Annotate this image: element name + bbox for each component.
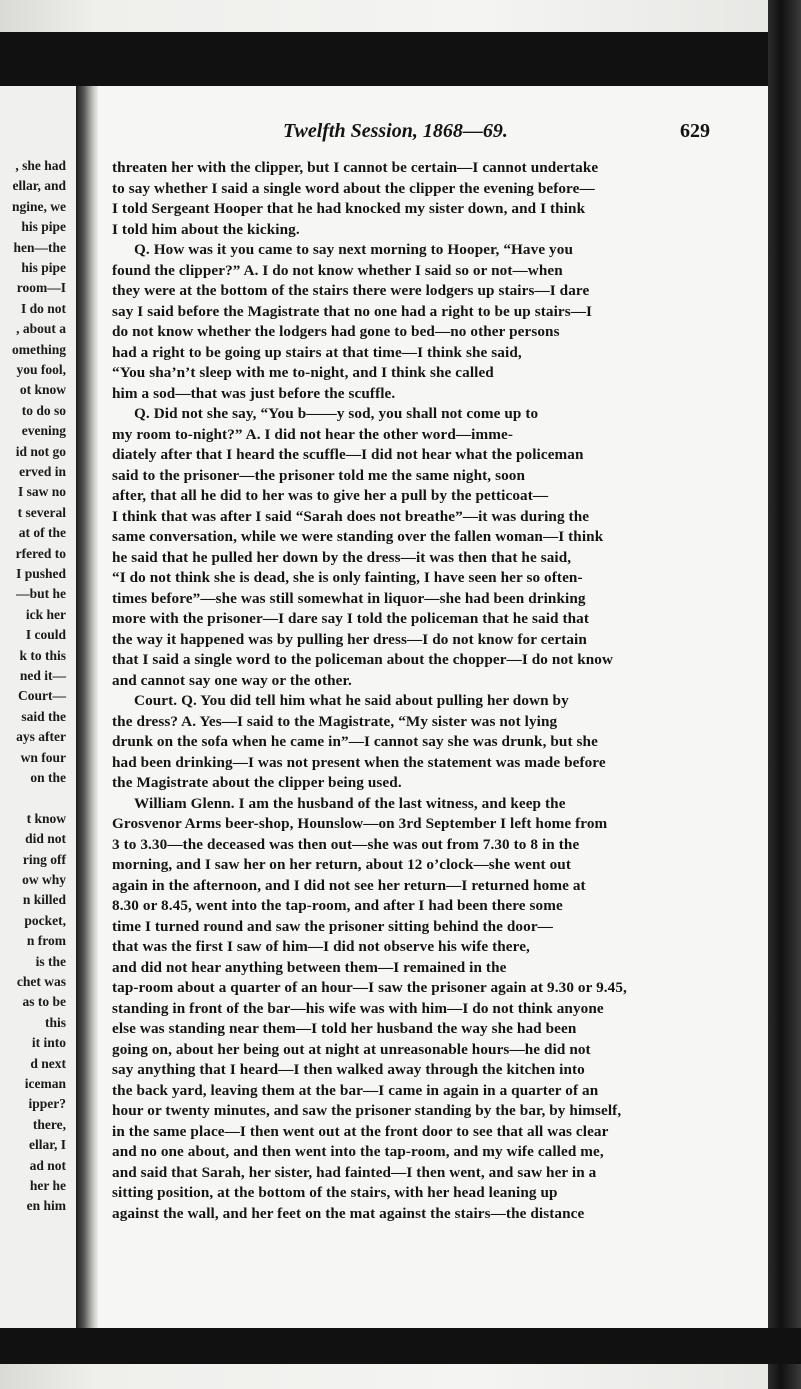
left-page-fragment: it into [31,1035,66,1051]
left-page-fragment: wn four [20,749,66,765]
left-page-fragment: ellar, and [12,178,66,194]
text-line: more with the prisoner—I dare say I told the policeman that he said that [112,610,590,627]
left-page-fragment: his pipe [21,219,66,235]
text-line: else was standing near them—I told her husband the way she had been [112,1020,577,1037]
text-line: in the same place—I then went out at the front door to see that all was clear [112,1122,609,1140]
text-line: the way it happened was by pulling her dress—I do not know for certain [112,630,587,648]
text-line: I told Sergeant Hooper that he had knocked my sister down, and I think [112,200,586,217]
book-gutter [76,86,98,1330]
text-line: same conversation, while we were standing over the fallen woman—I think [112,528,604,545]
text-line: Q. How was it you came to say next morning to Hooper, “Have you [134,241,573,258]
left-page-fragment: omething [12,341,66,357]
text-line: standing in front of the bar—his wife was with him—I do not think anyone [112,999,604,1017]
right-book-edge [768,0,801,1389]
text-line: morning, and I saw her on her return, about 12 o’clock—she went out [112,856,571,873]
text-line: “I do not think she is dead, she is only fainting, I have seen her so often- [112,569,583,586]
text-line: said to the prisoner—the prisoner told me the same night, soon [112,466,526,484]
left-page-fragment: her he [29,1178,66,1193]
text-line: and no one about, and then went into the tap-room, and my wife called me, [112,1143,604,1160]
left-page-fragment: erved in [19,464,66,479]
text-line: say I said before the Magistrate that no one had a right to be up stairs—I [112,302,593,320]
page-header [98,120,710,144]
text-line: diately after that I heard the scuffle—I did not hear what the policeman [112,446,584,463]
left-page-fragment: rfered to [15,545,66,561]
left-page-fragment: t several [17,504,66,520]
left-page-fragment: did not [25,831,66,847]
text-line: after, that all he did to her was to give her a pull by the petticoat— [112,487,549,504]
left-page-fragment: as to be [22,994,66,1010]
text-line: my room to-night?” A. I did not hear the other word—imme- [112,425,513,443]
left-page-fragment: evening [21,423,66,439]
left-page-fragment: ot know [19,382,66,398]
left-page-fragment: ad not [29,1157,66,1173]
left-page-fragment: I saw no [17,484,66,500]
running-title: Twelfth Session, 1868—69. [283,120,508,142]
text-line: had been drinking—I was not present when the statement was made before [112,753,606,771]
text-line: to say whether I said a single word about the clipper the evening before— [112,179,595,197]
left-facing-page [0,86,80,1330]
top-dark-band [0,32,801,87]
text-line: do not know whether the lodgers had gone to bed—no other persons [112,323,560,340]
text-line: that was the first I saw of him—I did not observe his wife there, [112,938,530,955]
left-page-fragment: d next [30,1055,66,1071]
text-line: found the clipper?” A. I do not know whether I said so or not—when [112,261,563,279]
left-page-fragment: to do so [21,402,66,418]
left-page-fragment: I do not [20,300,66,316]
text-line: again in the afternoon, and I did not see her return—I returned home at [112,876,586,894]
text-line: threaten her with the clipper, but I cannot be certain—I cannot undertake [112,159,599,176]
text-line: going on, about her being out at night at unreasonable hours—he did not [112,1040,591,1058]
left-page-fragment: you fool, [16,362,66,377]
text-line: Grosvenor Arms beer-shop, Hounslow—on 3rd September I left home from [112,815,608,832]
left-page-fragment: pocket, [24,912,66,928]
text-line: sitting position, at the bottom of the stairs, with her head leaning up [112,1184,558,1201]
left-page-fragment: t know [26,810,66,826]
text-line: had a right to be going up stairs at that time—I think she said, [112,343,522,361]
text-line: Q. Did not she say, “You b——y sod, you shall not come up to [134,405,539,422]
left-page-fragment: there, [32,1116,66,1132]
left-page-fragment: id not go [15,443,66,459]
left-page-fragment: , about a [16,321,66,337]
left-page-fragment: ned it— [19,668,66,683]
left-page-fragment: iceman [24,1076,66,1091]
left-page-fragment: , she had [15,158,66,173]
left-page-fragment: at of the [18,525,66,541]
left-page-fragment: n killed [22,892,66,908]
left-page-fragment: this [44,1014,66,1030]
left-page-fragment: I could [25,627,66,643]
text-line: him a sod—that was just before the scuffle. [112,384,396,402]
left-page-fragment: ipper? [28,1096,66,1112]
text-line: against the wall, and her feet on the mat against the stairs—the distance [112,1204,585,1222]
left-page-fragment: said the [21,708,66,724]
text-line: and said that Sarah, her sister, had fainted—I then went, and saw her in a [112,1163,597,1181]
left-page-fragment: his pipe [21,260,66,275]
left-page-fragment: chet was [16,974,66,989]
left-page-fragment: n from [26,933,66,949]
text-line: hour or twenty minutes, and saw the prisoner standing by the bar, by himself, [112,1102,622,1119]
left-page-fragment: —but he [16,586,66,602]
text-line: I told him about the kicking. [112,220,300,238]
left-page-fragment: is the [35,953,66,969]
left-page-fragment: en him [26,1198,66,1214]
text-line: time I turned round and saw the prisoner sitting behind the door— [112,917,553,935]
text-line: that I said a single word to the policeman about the chopper—I do not know [112,651,614,668]
left-page-fragment: ring off [22,851,66,867]
body-text [112,158,708,1224]
left-page-fragment: room—I [16,280,66,296]
left-page-fragment: ick her [25,606,66,622]
text-line: 8.30 or 8.45, went into the tap-room, and after I had been there some [112,897,563,914]
text-line: the dress? A. Yes—I said to the Magistrate, “My sister was not lying [112,712,558,730]
text-line: 3 to 3.30—the deceased was then out—she was out from 7.30 to 8 in the [112,835,580,853]
text-line: the back yard, leaving them at the bar—I came in again in a quarter of an [112,1081,599,1099]
text-line: tap-room about a quarter of an hour—I saw the prisoner again at 9.30 or 9.45, [112,979,627,996]
left-page-fragment: hen—the [13,239,66,255]
bottom-dark-band [0,1328,801,1364]
left-page-fragment: ow why [22,872,66,887]
left-page-fragment: on the [30,770,66,785]
left-page-fragment: ays after [16,729,66,745]
text-line: and cannot say one way or the other. [112,671,352,689]
text-line: the Magistrate about the clipper being used. [112,774,402,791]
left-page-fragment: Court— [18,688,66,704]
text-line: Court. Q. You did tell him what he said about pulling her down by [134,692,569,709]
left-page-fragment: k to this [19,647,66,663]
text-line: say anything that I heard—I then walked away through the kitchen into [112,1061,585,1078]
text-line: he said that he pulled her down by the dress—it was then that he said, [112,548,572,566]
page-number: 629 [680,120,710,142]
text-line: times before”—she was still somewhat in liquor—she had been drinking [112,589,586,607]
left-page-fragment: ellar, I [29,1137,66,1153]
text-line: William Glenn. I am the husband of the last witness, and keep the [134,794,566,812]
text-line: drunk on the sofa when he came in”—I cannot say she was drunk, but she [112,733,598,750]
text-line: I think that was after I said “Sarah does not breathe”—it was during the [112,507,590,525]
left-page-fragment: ngine, we [12,198,66,214]
text-line: “You sha’n’t sleep with me to-night, and I think she called [112,364,494,381]
text-line: and did not hear anything between them—I remained in the [112,958,507,976]
text-line: they were at the bottom of the stairs there were lodgers up stairs—I dare [112,282,590,299]
left-page-fragment: I pushed [16,566,66,581]
